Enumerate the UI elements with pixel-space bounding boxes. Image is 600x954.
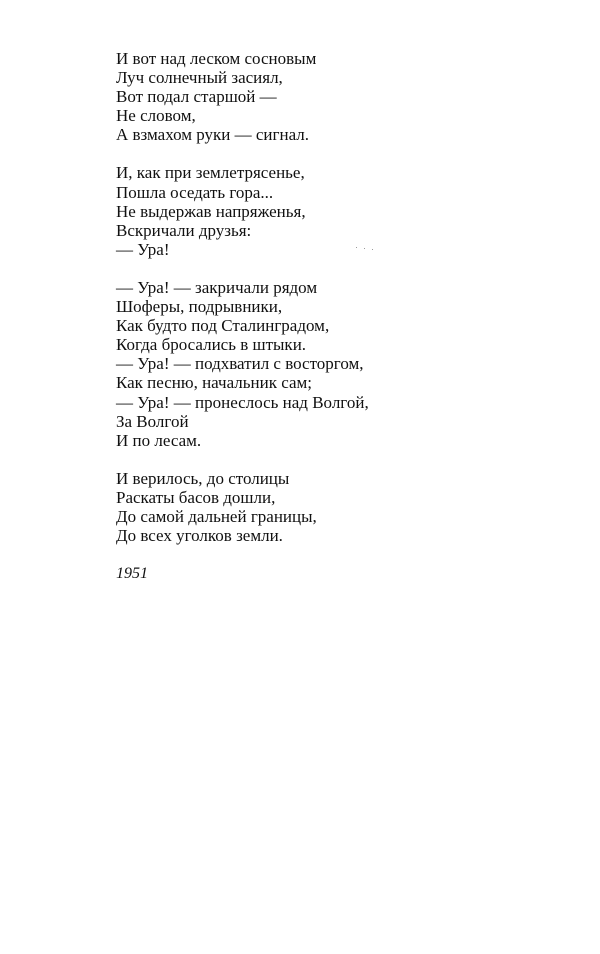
poem-line: Пошла оседать гора... [116,182,274,202]
poem-line: И, как при землетрясенье, [116,163,305,183]
poem-line: За Волгой [116,411,189,431]
poem-line: Вскричали друзья: [116,220,252,240]
poem-line: Когда бросались в штыки. [116,335,307,355]
poem-line: А взмахом руки — сигнал. [116,125,310,145]
poem-line: — Ура! — подхватил с восторгом, [116,354,364,374]
stanza-3 [116,278,536,450]
poem-line: Раскаты басов дошли, [116,487,276,507]
poem-line: — Ура! [116,239,170,259]
poem-line: Шоферы, подрывники, [116,297,283,317]
stanza-4 [116,469,536,545]
print-speck [372,249,373,250]
poem-line: И по лесам. [116,430,202,450]
poem-line: До всех уголков земли. [116,526,283,546]
print-speck [356,247,357,248]
poem-line: Луч солнечный засиял, [116,68,283,88]
poem-line: — Ура! — пронеслось над Волгой, [116,392,369,412]
poem-line: Как будто под Сталинградом, [116,316,330,336]
poem-line: И вот над леском сосновым [116,49,317,68]
poem-date: 1951 [116,565,148,583]
poem-line: Вот подал старшой — [116,87,277,107]
poem-line: Не выдержав напряженья, [116,201,306,221]
poem-line: Как песню, начальник сам; [116,373,313,393]
poem-line: Не словом, [116,106,196,126]
print-speck [364,248,365,249]
stanza-1 [116,49,536,144]
stanza-2 [116,163,536,258]
poem-line: — Ура! — закричали рядом [116,277,318,297]
poem-line: До самой дальней границы, [116,506,317,526]
poem-line: И верилось, до столицы [116,468,290,488]
poem-text [116,49,536,583]
